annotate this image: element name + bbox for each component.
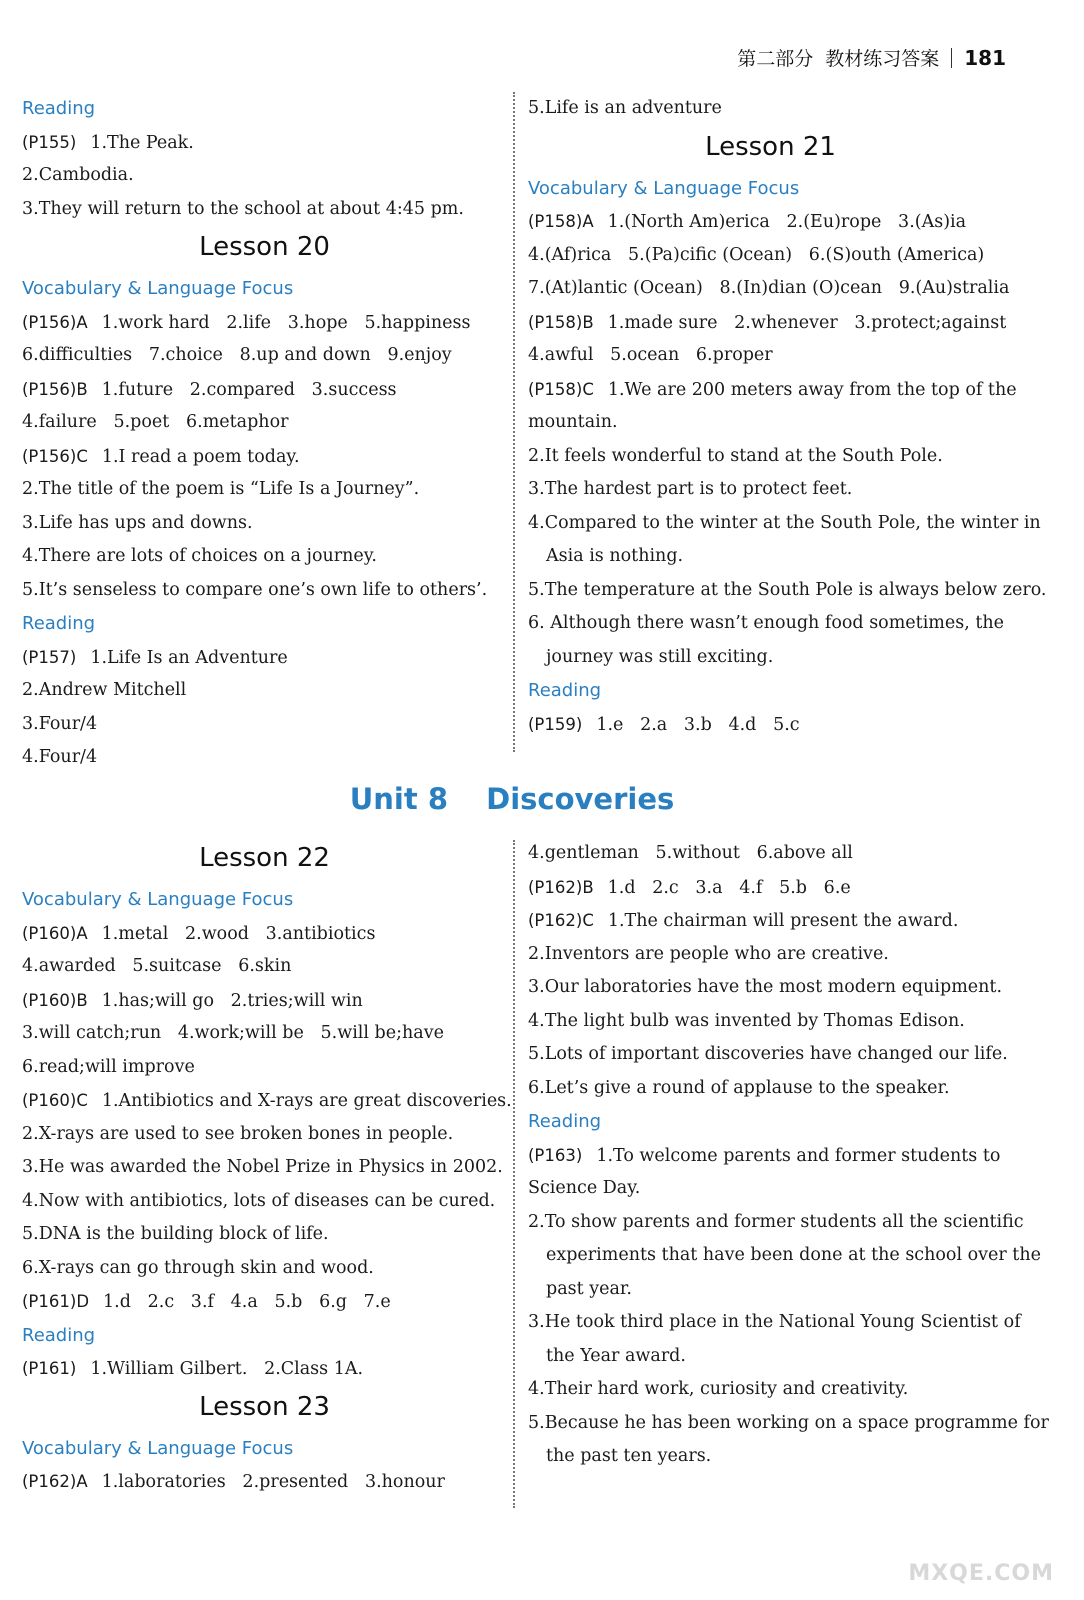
answer-text: 1.To welcome parents and former students to [596, 1145, 1001, 1166]
answer-line [528, 708, 1013, 742]
answer-line [22, 1285, 507, 1319]
answer-line [22, 1185, 507, 1219]
answer-text: 1.made sure 2.whenever 3.protect;against [607, 312, 1007, 333]
answer-text: 2.Cambodia. [22, 165, 134, 185]
answer-line [528, 1239, 1041, 1273]
answer-line [22, 126, 507, 160]
answer-text: journey was still exciting. [546, 646, 774, 667]
answer-line [528, 1038, 1013, 1072]
column-divider-bottom [513, 840, 515, 1508]
answer-text: 1.I read a poem today. [101, 446, 300, 467]
answer-text: 4.The light bulb was invented by Thomas Edison. [528, 1010, 965, 1031]
answer-text: 4.There are lots of choices on a journey. [22, 546, 377, 566]
answer-line [528, 1340, 1013, 1374]
page-code: (P161) [22, 1359, 77, 1378]
page-code: (P160)A [22, 923, 88, 943]
page-code: (P162)B [528, 877, 594, 897]
answer-line [528, 1373, 1013, 1407]
answer-line [528, 837, 1013, 871]
answer-text: past year. [546, 1278, 632, 1299]
page-code: (P158)A [528, 212, 594, 231]
answer-text: 5.Lots of important discoveries have changed our life. [528, 1044, 1008, 1064]
answer-line [528, 641, 1013, 675]
lesson-title: Lesson 22 [199, 843, 330, 873]
answer-text: 1.metal 2.wood 3.antibiotics [101, 923, 376, 944]
answer-line [528, 1273, 1013, 1307]
answer-line [528, 440, 1013, 474]
answer-text: 4.(Af)rica 5.(Pa)cific (Ocean) 6.(S)outh (America) [528, 244, 985, 265]
section-heading: Vocabulary & Language Focus [528, 177, 800, 199]
answer-text: 6.Let’s give a round of applause to the speaker. [528, 1077, 950, 1098]
answer-text: 1.Antibiotics and X-rays are great discoveries. [101, 1091, 512, 1111]
answer-line [22, 507, 507, 541]
answer-text: 5.DNA is the building block of life. [22, 1224, 329, 1244]
answer-text: 3.Life has ups and downs. [22, 512, 253, 533]
answer-text: Science Day. [528, 1178, 641, 1198]
watermark: MXQE.COM [908, 1561, 1054, 1586]
section-heading: Vocabulary & Language Focus [22, 1437, 294, 1459]
answer-text: 1.(North Am)erica 2.(Eu)rope 3.(As)ia [607, 212, 967, 232]
answer-line [22, 950, 507, 984]
answer-text: 6.difficulties 7.choice 8.up and down 9.enjoy [22, 345, 452, 365]
header-book: 教材练习答案 [825, 48, 940, 70]
unit-title: Discoveries [486, 782, 675, 816]
answer-line [22, 540, 507, 574]
answer-text: 3.Our laboratories have the most modern equipment. [528, 977, 1003, 997]
answer-text: 2.It feels wonderful to stand at the South Pole. [528, 445, 943, 466]
answer-line [528, 1306, 1021, 1340]
page-code: (P158)C [528, 379, 594, 399]
page-code: (P158)B [528, 312, 594, 332]
answer-text: 2.X-rays are used to see broken bones in people. [22, 1123, 454, 1144]
answer-text: 4.failure 5.poet 6.metaphor [22, 412, 289, 432]
answer-text: 2.Andrew Mitchell [22, 680, 187, 700]
column-left-top [22, 92, 507, 775]
answer-text: 3.He took third place in the National Young Scientist of [528, 1312, 1021, 1332]
answer-text: 1.The Peak. [90, 132, 194, 153]
answer-text: 1.The chairman will present the award. [607, 911, 959, 931]
column-right-top [528, 92, 1047, 741]
answer-line [22, 984, 507, 1018]
answer-line [528, 904, 1013, 938]
answer-text: 3.Four/4 [22, 713, 98, 734]
page-header [737, 44, 1006, 71]
answer-text: 1.William Gilbert. 2.Class 1A. [90, 1359, 364, 1379]
answer-line [528, 473, 1013, 507]
section-heading: Reading [22, 613, 96, 634]
answer-line [528, 871, 1013, 905]
page-code: (P156)C [22, 446, 88, 466]
answer-line [22, 1084, 512, 1118]
answer-text: 3.The hardest part is to protect feet. [528, 479, 853, 499]
answer-text: experiments that have been done at the school over the [546, 1245, 1041, 1265]
answer-line [22, 1252, 507, 1286]
answer-text: 1.work hard 2.life 3.hope 5.happiness [101, 312, 471, 333]
answer-line [22, 306, 507, 340]
page-code: (P162)A [22, 1472, 88, 1491]
lesson-title: Lesson 20 [199, 232, 330, 262]
answer-text: 6.read;will improve [22, 1056, 195, 1077]
answer-line [22, 1151, 507, 1185]
page-code: (P156)A [22, 312, 88, 332]
answer-line [22, 473, 507, 507]
page-code: (P156)B [22, 379, 88, 399]
answer-line [22, 574, 507, 608]
answer-text: the past ten years. [546, 1446, 712, 1466]
answer-line [22, 406, 507, 440]
page-code: (P160)B [22, 990, 88, 1010]
answer-text: 7.(At)lantic (Ocean) 8.(In)dian (O)cean 9.(Au)stralia [528, 278, 1010, 298]
answer-line [528, 306, 1013, 340]
answer-text: 1.d 2.c 3.a 4.f 5.b 6.e [607, 877, 851, 898]
answer-line [528, 540, 1013, 574]
answer-line [528, 1407, 1049, 1441]
answer-text: 4.Compared to the winter at the South Pole, the winter in [528, 512, 1041, 533]
answer-text: 5.The temperature at the South Pole is always below zero. [528, 579, 1047, 600]
answer-line [528, 92, 1013, 126]
answer-text: 6.X-rays can go through skin and wood. [22, 1257, 374, 1278]
unit-number: Unit 8 [349, 782, 449, 816]
page-code: (P155) [22, 132, 77, 152]
page-code: (P161)D [22, 1292, 90, 1311]
answer-line [22, 1465, 507, 1499]
answer-line [22, 674, 507, 708]
answer-line [528, 971, 1013, 1005]
answer-line [528, 1005, 1013, 1039]
page-code: (P159) [528, 714, 583, 734]
answer-line [22, 440, 507, 474]
answer-line [528, 373, 1017, 407]
answer-text: 4.awful 5.ocean 6.proper [528, 345, 773, 365]
answer-line [528, 507, 1041, 541]
section-heading: Reading [528, 680, 602, 701]
answer-text: mountain. [528, 412, 618, 432]
page-code: (P160)C [22, 1091, 88, 1110]
answer-line [22, 1352, 507, 1386]
unit-heading [0, 782, 1024, 816]
answer-text: 5.It’s senseless to compare one’s own life to others’. [22, 579, 488, 600]
answer-text: 4.gentleman 5.without 6.above all [528, 843, 853, 863]
page-code: (P157) [22, 647, 77, 667]
answer-line [528, 339, 1013, 373]
page-code: (P162)C [528, 911, 594, 930]
answer-line [528, 1139, 1013, 1173]
column-left-bottom [22, 837, 512, 1499]
answer-line [22, 1218, 507, 1252]
answer-line [22, 373, 507, 407]
page-number: 181 [964, 45, 1006, 70]
answer-line [528, 239, 1013, 273]
answer-text: 4.Their hard work, curiosity and creativity. [528, 1379, 909, 1399]
section-heading: Vocabulary & Language Focus [22, 278, 294, 299]
answer-text: 1.d 2.c 3.f 4.a 5.b 6.g 7.e [103, 1292, 391, 1312]
answer-text: 4.awarded 5.suitcase 6.skin [22, 956, 292, 976]
answer-line [528, 1072, 1013, 1106]
answer-text: 1.We are 200 meters away from the top of the [607, 379, 1017, 400]
answer-line [528, 1172, 1013, 1206]
answer-text: 2.Inventors are people who are creative. [528, 943, 889, 964]
page-code: (P163) [528, 1145, 583, 1165]
section-heading: Vocabulary & Language Focus [22, 889, 294, 910]
answer-text: 5.Because he has been working on a space programme for [528, 1412, 1049, 1433]
header-divider [951, 48, 952, 68]
answer-line [528, 272, 1013, 306]
column-divider-top [513, 92, 515, 752]
answer-line [22, 1017, 507, 1051]
answer-line [22, 641, 507, 675]
answer-text: 3.They will return to the school at about 4:45 pm. [22, 198, 464, 219]
answer-text: 1.Life Is an Adventure [90, 647, 288, 668]
answer-text: 3.He was awarded the Nobel Prize in Physics in 2002. [22, 1157, 503, 1177]
answer-line [22, 1051, 507, 1085]
answer-line [22, 917, 507, 951]
answer-line [528, 1440, 1013, 1474]
answer-text: 4.Four/4 [22, 747, 98, 767]
section-heading: Reading [22, 1324, 96, 1346]
answer-text: 3.will catch;run 4.work;will be 5.will be;have [22, 1023, 444, 1043]
section-heading: Reading [528, 1111, 602, 1132]
answer-text: 4.Now with antibiotics, lots of diseases can be cured. [22, 1190, 496, 1211]
answer-line [528, 205, 1013, 239]
lesson-title: Lesson 21 [705, 131, 836, 162]
header-section: 第二部分 [737, 48, 814, 70]
answer-line [528, 574, 1047, 608]
column-right-bottom [528, 837, 1049, 1474]
answer-text: 2.The title of the poem is “Life Is a Journey”. [22, 479, 420, 499]
answer-text: 1.e 2.a 3.b 4.d 5.c [596, 714, 800, 735]
answer-text: the Year award. [546, 1345, 686, 1366]
answer-line [528, 406, 1013, 440]
answer-text: 1.future 2.compared 3.success [101, 379, 397, 400]
answer-text: 6. Although there wasn’t enough food sometimes, the [528, 613, 1005, 633]
answer-line [528, 607, 1013, 641]
answer-line [22, 339, 507, 373]
answer-text: Asia is nothing. [546, 546, 684, 566]
section-heading: Reading [22, 98, 96, 119]
answer-text: 1.laboratories 2.presented 3.honour [101, 1472, 445, 1492]
answer-line [22, 708, 507, 742]
answer-line [22, 193, 507, 227]
answer-line [22, 159, 507, 193]
answer-line [22, 1118, 507, 1152]
lesson-title: Lesson 23 [199, 1391, 330, 1422]
answer-text: 5.Life is an adventure [528, 98, 722, 118]
answer-line [22, 741, 507, 775]
answer-line [528, 1206, 1024, 1240]
answer-text: 2.To show parents and former students all the scientific [528, 1211, 1024, 1232]
answer-text: 1.has;will go 2.tries;will win [101, 990, 363, 1011]
answer-line [528, 938, 1013, 972]
